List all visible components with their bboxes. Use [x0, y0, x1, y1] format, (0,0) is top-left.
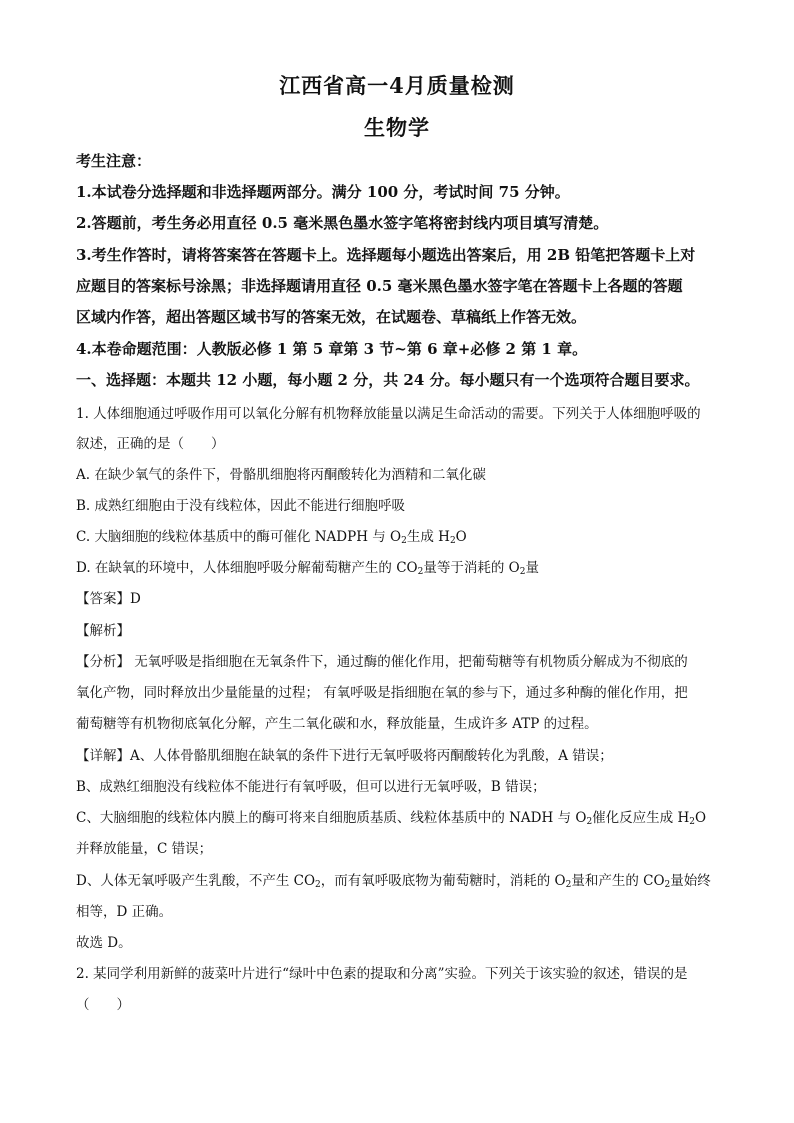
q1-detail-3: C、大脑细胞的线粒体内膜上的酶可将来自细胞质基质、线粒体基质中的 NADH 与 $O_2$催化反应生成 $H_2O$	[76, 810, 707, 827]
section-heading: 一、选择题：本题共 12 小题，每小题 2 分，共 24 分。每小题只有一个选项符合题目要求。	[76, 371, 700, 389]
q2-stem-b: （ ）	[76, 997, 130, 1013]
q1-stem-b: 叙述，正确的是（ ）	[76, 436, 225, 452]
notice-line-1: 1.本试卷分选择题和非选择题两部分。满分 100 分，考试时间 75 分钟。	[76, 183, 570, 201]
q1-detail-5: D、人体无氧呼吸产生乳酸，不产生 $CO_2$，而有氧呼吸底物为葡萄糖时，消耗的 $O_2$量和产生的 $CO_2$量始终	[76, 873, 711, 890]
q1-option-c: C. 大脑细胞的线粒体基质中的酶可催化 NADPH 与 $O_2$生成 $H_2O$	[76, 529, 467, 546]
q1-stem-a: 1. 人体细胞通过呼吸作用可以氧化分解有机物释放能量以满足生命活动的需要。下列关于人体细胞呼吸的	[76, 406, 701, 422]
q1-option-b: B. 成熟红细胞由于没有线粒体，因此不能进行细胞呼吸	[76, 498, 406, 514]
q1-detail-2: B、成熟红细胞没有线粒体不能进行有氧呼吸，但可以进行无氧呼吸，B 错误；	[76, 779, 546, 795]
notice-line-4: 4.本卷命题范围：人教版必修 1 第 5 章第 3 节~第 6 章+必修 2 第 1 章。	[76, 340, 588, 358]
q1-option-d: D. 在缺氧的环境中，人体细胞呼吸分解葡萄糖产生的 $CO_2$量等于消耗的 $O_2$量	[76, 560, 539, 577]
q1-answer: 【答案】D	[76, 591, 141, 607]
q1-option-a: A. 在缺少氧气的条件下，骨骼肌细胞将丙酮酸转化为酒精和二氧化碳	[76, 467, 486, 483]
q1-choice: 故选 D。	[76, 935, 132, 951]
q1-fenxi-2: 氧化产物，同时释放出少量能量的过程； 有氧呼吸是指细胞在氧的参与下，通过多种酶的催化作用，把	[76, 685, 688, 701]
notice-line-2: 2.答题前，考生务必用直径 0.5 毫米黑色墨水签字笔将密封线内项目填写清楚。	[76, 214, 609, 232]
subject-title: 生物学	[364, 115, 430, 140]
notice-line-3c: 区域内作答，超出答题区域书写的答案无效，在试题卷、草稿纸上作答无效。	[76, 308, 587, 326]
q1-detail-1: 【详解】A、人体骨骼肌细胞在缺氧的条件下进行无氧呼吸将丙酮酸转化为乳酸，A 错误；	[76, 748, 613, 764]
q2-stem-a: 2. 某同学利用新鲜的菠菜叶片进行“绿叶中色素的提取和分离”实验。下列关于该实验的叙述，错误的是	[76, 966, 688, 982]
q1-fenxi-3: 葡萄糖等有机物彻底氧化分解，产生二氧化碳和水，释放能量，生成许多 ATP 的过程。	[76, 716, 598, 732]
notice-line-3b: 应题目的答案标号涂黑；非选择题请用直径 0.5 毫米黑色墨水签字笔在答题卡上各题的答题	[76, 277, 683, 295]
q1-fenxi-1: 【分析】 无氧呼吸是指细胞在无氧条件下，通过酶的催化作用，把葡萄糖等有机物质分解成为不彻底的	[76, 654, 688, 670]
notice-line-3a: 3.考生作答时，请将答案答在答题卡上。选择题每小题选出答案后，用 2B 铅笔把答题卡上对	[76, 246, 696, 264]
notice-heading: 考生注意：	[76, 152, 152, 170]
q1-detail-6: 相等，D 正确。	[76, 904, 173, 920]
exam-title: 江西省高一4月质量检测	[279, 73, 515, 98]
q1-analysis-label: 【解析】	[76, 623, 130, 639]
q1-detail-4: 并释放能量，C 错误；	[76, 841, 213, 857]
